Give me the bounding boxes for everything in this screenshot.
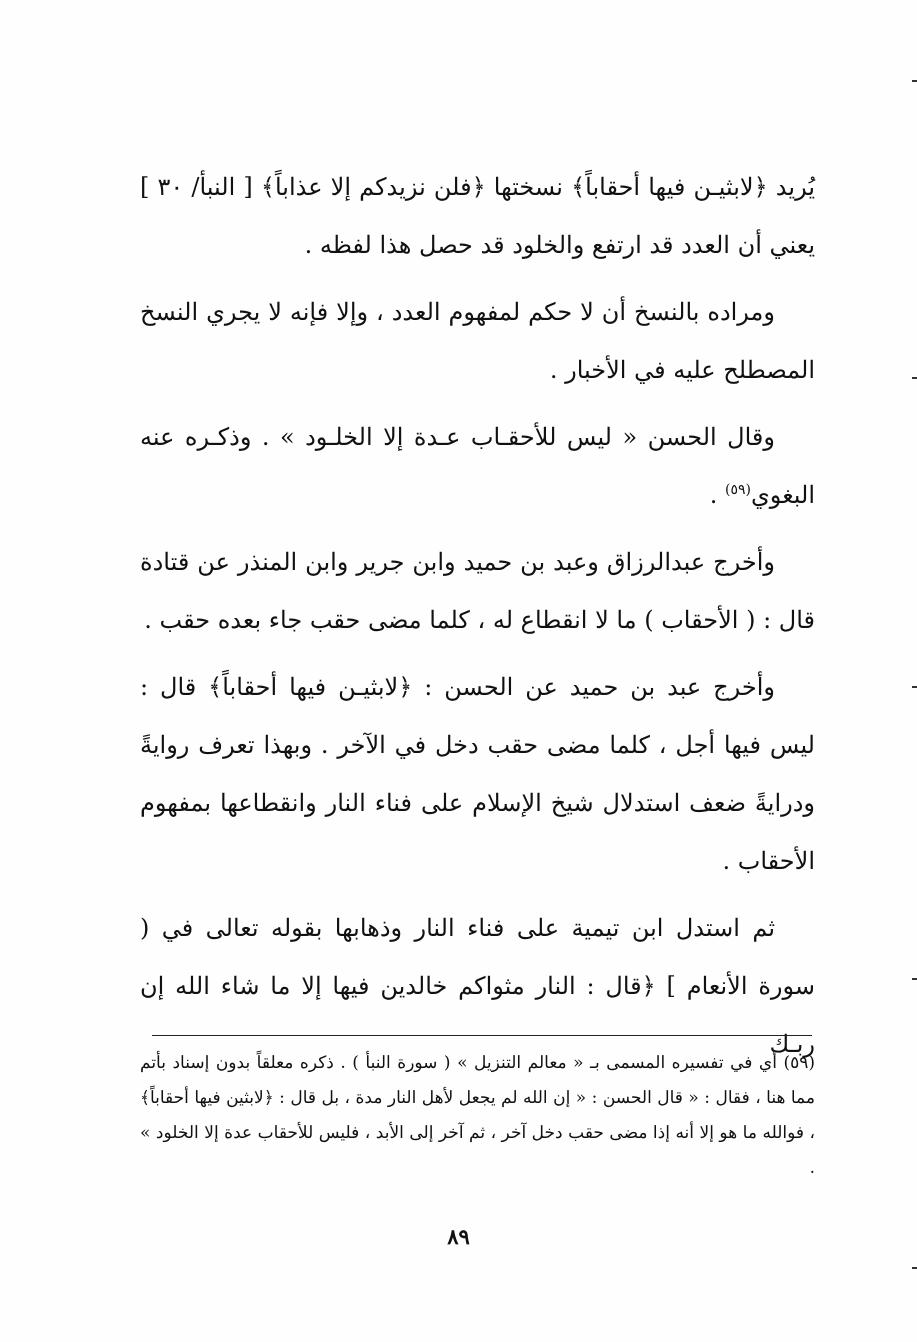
paragraph-6: ثم استدل ابن تيمية على فناء النار وذهابها بقوله تعالى في ( سورة الأنعام ] ﴿قال : النار مثواكم خالدين فيها إلا ما شاء الله إن ربـك	[140, 914, 815, 1058]
footnote-59: (٥٩) أي في تفسيره المسمى بـ « معالم التنزيل » ( سورة النبأ ) . ذكره معلقاً بدون إسناد بأتم مما هنا ، فقال : « قال الحسن : « إن الله لم يجعل لأهل النار مدة ، بل قال : ﴿لابثين فيها أحقاباً﴾ ، فوالله ما هو إلا أنه إذا مضى حقب دخل آخر ، ثم آخر إلى الأبد ، فليس للأحقاب عدة إلا الخلود » .	[140, 1053, 815, 1178]
scan-edge-mark	[912, 978, 917, 980]
paragraph-2: ومراده بالنسخ أن لا حكم لمفهوم العدد ، وإلا فإنه لا يجري النسخ المصطلح عليه في الأخبار .	[140, 298, 815, 384]
footnote-reference[interactable]: (٥٩)	[725, 482, 752, 498]
scan-edge-mark	[912, 80, 917, 82]
paragraph-5: وأخرج عبد بن حميد عن الحسن : ﴿لابثيـن فيها أحقاباً﴾ قال : ليس فيها أجل ، كلما مضى حقب دخل في الآخر . وبهذا تعرف روايةً ودرايةً ضعف استدلال شيخ الإسلام على فناء النار وانقطاعها بمفهوم الأحقاب .	[140, 673, 815, 875]
scan-edge-mark	[912, 1267, 917, 1269]
paragraph-3	[140, 408, 815, 524]
footnotes	[140, 1046, 815, 1186]
paragraph-1: يُريد ﴿لابثيـن فيها أحقاباً﴾ نسختها ﴿فلن نزيدكم إلا عذاباً﴾ [ النبأ/ ٣٠ ] يعني أن العدد قد ارتفع والخلود قد حصل هذا لفظه .	[140, 173, 815, 259]
paragraph-4: وأخرج عبدالرزاق وعبد بن حميد وابن جرير وابن المنذر عن قتادة قال : ( الأحقاب ) ما لا انقطاع له ، كلما مضى حقب جاء بعده حقب .	[140, 548, 815, 634]
paragraph-3-end: .	[709, 481, 726, 509]
paragraph-3-text: وقال الحسن « ليس للأحقـاب عـدة إلا الخلـود » . وذكـره عنه البغوي	[140, 423, 815, 509]
main-text	[140, 158, 815, 1073]
scan-edge-mark	[912, 377, 917, 379]
page-number: ٨٩	[447, 1224, 470, 1249]
footnote-divider	[152, 1035, 812, 1036]
scan-edge-mark	[912, 686, 917, 688]
